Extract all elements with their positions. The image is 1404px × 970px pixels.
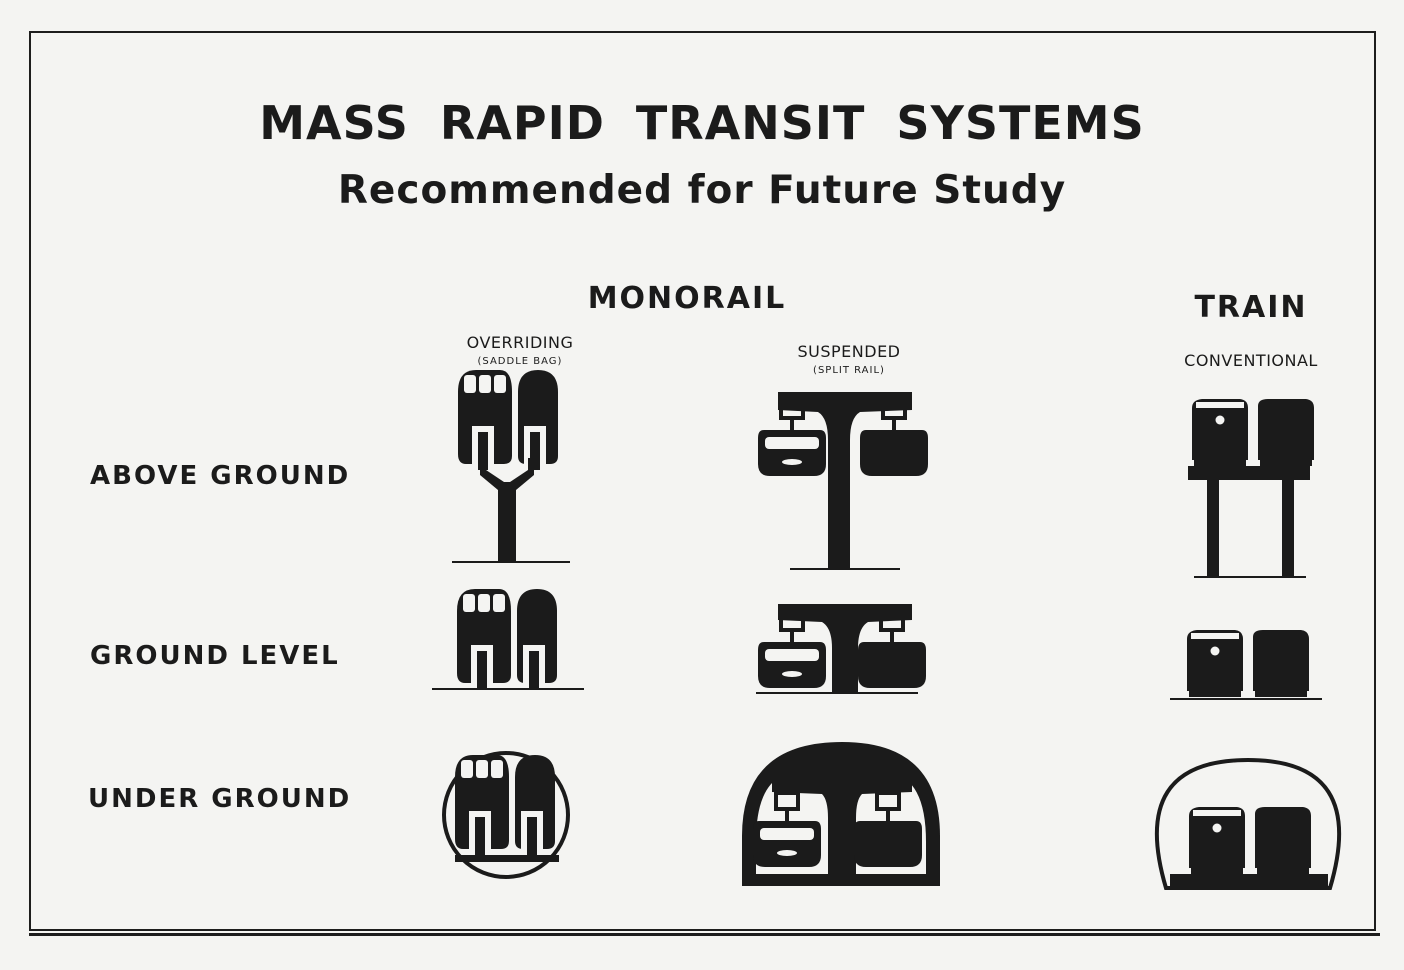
heading-train: TRAIN xyxy=(1194,290,1308,325)
column-note-suspended: (SPLIT RAIL) xyxy=(813,365,885,376)
page-title: MASS RAPID TRANSIT SYSTEMS xyxy=(259,96,1145,150)
suspended-ground-level xyxy=(756,604,926,694)
suspended-under-ground xyxy=(742,742,940,886)
train-ground-level xyxy=(1170,630,1322,700)
overriding-under-ground xyxy=(444,753,568,877)
column-note-overriding: (SADDLE BAG) xyxy=(477,356,563,367)
heading-monorail: MONORAIL xyxy=(587,281,787,316)
suspended-above-ground xyxy=(758,392,928,570)
overriding-above-ground xyxy=(452,370,570,563)
train-under-ground xyxy=(1157,760,1339,888)
row-label-above-ground: ABOVE GROUND xyxy=(90,461,351,491)
overriding-ground-level xyxy=(432,589,584,690)
column-label-suspended: SUSPENDED xyxy=(797,342,901,361)
row-label-ground-level: GROUND LEVEL xyxy=(90,641,340,671)
train-above-ground xyxy=(1188,399,1314,578)
column-label-overriding: OVERRIDING xyxy=(466,333,574,352)
row-label-under-ground: UNDER GROUND xyxy=(88,784,352,814)
column-label-conventional: CONVENTIONAL xyxy=(1184,351,1318,370)
page-subtitle: Recommended for Future Study xyxy=(337,168,1067,213)
